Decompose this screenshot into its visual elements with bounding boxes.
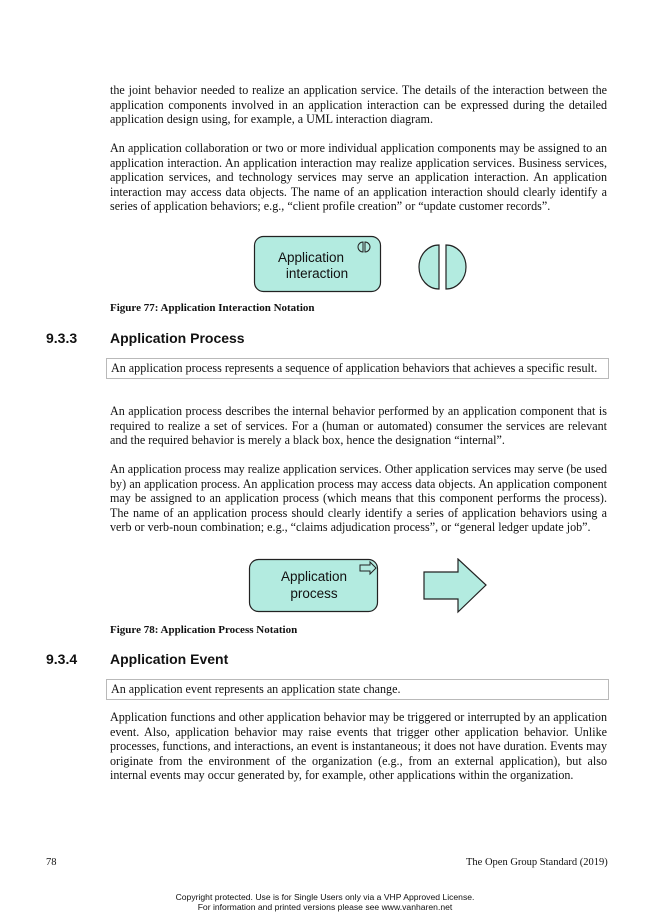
interaction-label-line2: interaction bbox=[285, 266, 349, 281]
definition-box-application-event: An application event represents an application state change. bbox=[106, 679, 609, 700]
paragraph-interaction-relations: An application collaboration or two or more individual application components may be assigned to an application interaction. An application interaction may realize application services. Business services, application services, and technology services may serve an application interaction. An application interaction may access data objects. The name of an application interaction should clearly identify a series of application behaviors; e.g., “client profile creation” or “update customer records”. bbox=[110, 141, 607, 214]
process-large-arrow-icon bbox=[424, 559, 486, 612]
section-number-9-3-4: 9.3.4 bbox=[46, 651, 78, 667]
section-title-application-process: Application Process bbox=[110, 330, 245, 346]
interaction-label-line1: Application bbox=[277, 250, 345, 265]
process-label-line2: process bbox=[290, 586, 338, 601]
figure-77-caption: Figure 77: Application Interaction Notation bbox=[110, 302, 315, 314]
copyright-info-link: For information and printed versions please see www.vanharen.net bbox=[197, 902, 453, 912]
paragraph-interaction-continued: the joint behavior needed to realize an application service. The details of the interaction between the application components involved in an application interaction can be expressed during the detailed application design using, for example, a UML interaction diagram. bbox=[110, 83, 607, 127]
section-title-application-event: Application Event bbox=[110, 651, 229, 667]
paragraph-event-description: Application functions and other application behavior may be triggered or interrupted by an application event. Also, application behavior may raise events that trigger other application behavior. Unlike processes, functions, and interactions, an event is instantaneous; it does not have duration. Events may originate from the environment of the organization (e.g., from an external application), but also internal events may occur generated by, for example, other applications within the organization. bbox=[110, 710, 607, 783]
application-process-notation bbox=[248, 558, 498, 616]
section-number-9-3-3: 9.3.3 bbox=[46, 330, 78, 346]
figure-78-caption: Figure 78: Application Process Notation bbox=[110, 624, 298, 636]
paragraph-process-internal: An application process describes the internal behavior performed by an application component that is required to realize a set of services. For a (human or automated) consumer the services are relevant and the required behavior is merely a black box, hence the designation “internal”. bbox=[110, 404, 607, 448]
application-interaction-notation bbox=[253, 235, 473, 295]
copyright-notice: Copyright protected. Use is for Single Users only via a VHP Approved License. bbox=[175, 892, 475, 902]
page-number: 78 bbox=[46, 857, 57, 868]
definition-box-application-process: An application process represents a sequence of application behaviors that achieves a specific result. bbox=[106, 358, 609, 379]
process-label-line1: Application bbox=[280, 569, 348, 584]
paragraph-process-relations: An application process may realize application services. Other application services may serve (be used by) an application process. An application process may access data objects. An application component may be assigned to an application process (which means that this component performs the process). The name of an application process should clearly identify a series of application behaviors using a verb or verb-noun combination; e.g., “claims adjudication process”, or “general ledger update job”. bbox=[110, 462, 607, 535]
interaction-large-icon bbox=[419, 245, 466, 289]
publication-name: The Open Group Standard (2019) bbox=[466, 857, 608, 868]
